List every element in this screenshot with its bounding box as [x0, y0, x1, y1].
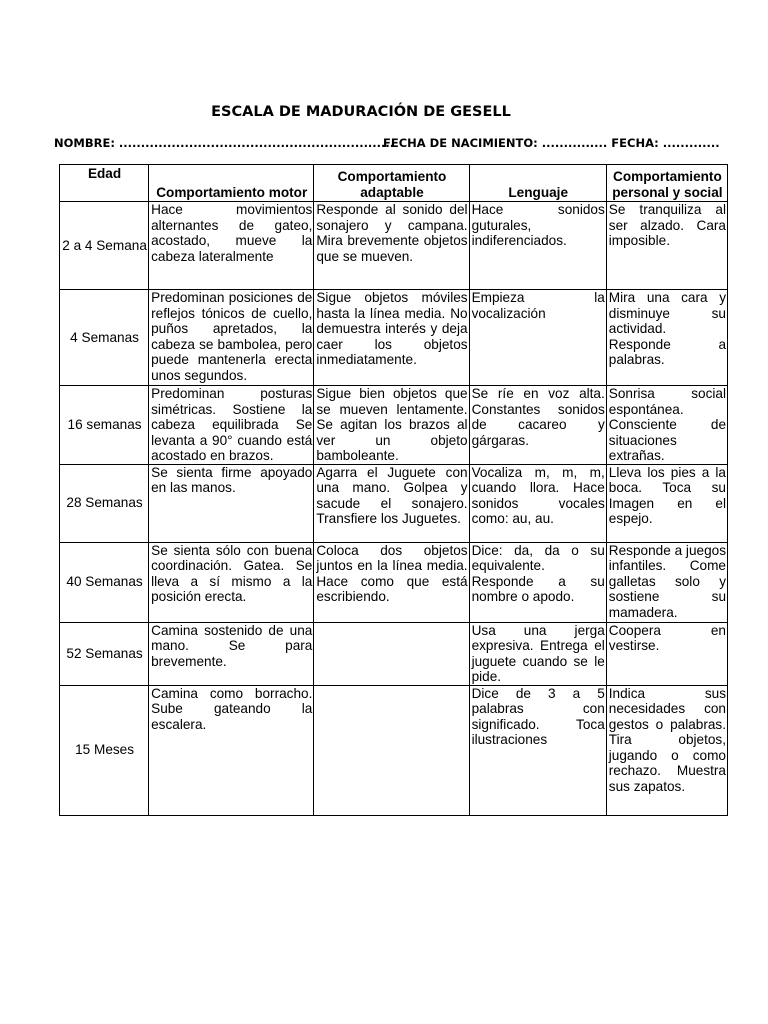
- table-row: [60, 542, 728, 622]
- nombre-field: NOMBRE: ...............................................................: [54, 136, 395, 150]
- patient-info-line: [54, 136, 744, 150]
- table-row: [60, 290, 728, 386]
- cell-personal: Responde a juegos infantiles. Come galletas solo y sostiene su mamadera.: [606, 542, 727, 622]
- table-row: [60, 464, 728, 542]
- cell-motor: Camina sostenido de una mano. Se para brevemente.: [149, 622, 314, 685]
- cell-lenguaje: Vocaliza m, m, m, cuando llora. Hace sonidos vocales como: au, au.: [469, 464, 606, 542]
- cell-personal: Sonrisa social espontánea. Consciente de situaciones extrañas.: [606, 386, 727, 465]
- cell-adaptable: [314, 622, 469, 685]
- cell-personal: Mira una cara y disminuye su actividad. Responde a palabras.: [606, 290, 727, 386]
- cell-edad: 40 Semanas: [60, 542, 149, 622]
- cell-personal: Lleva los pies a la boca. Toca su Imagen en el espejo.: [606, 464, 727, 542]
- cell-motor: Camina como borracho. Sube gateando la escalera.: [149, 685, 314, 815]
- cell-edad: 28 Semanas: [60, 464, 149, 542]
- table-header-row: [60, 165, 728, 202]
- cell-lenguaje: Se ríe en voz alta. Constantes sonidos de cacareo y gárgaras.: [469, 386, 606, 465]
- table-row: [60, 622, 728, 685]
- cell-lenguaje: Usa una jerga expresiva. Entrega el juguete cuando se le pide.: [469, 622, 606, 685]
- cell-adaptable: Coloca dos objetos juntos en la línea media. Hace como que está escribiendo.: [314, 542, 469, 622]
- cell-adaptable: Agarra el Juguete con una mano. Golpea y sacude el sonajero. Transfiere los Juguetes.: [314, 464, 469, 542]
- cell-lenguaje: Dice de 3 a 5 palabras con significado. Toca ilustraciones: [469, 685, 606, 815]
- gesell-scale-table: [59, 164, 728, 816]
- cell-adaptable: [314, 685, 469, 815]
- cell-lenguaje: Dice: da, da o su equivalente. Responde a su nombre o apodo.: [469, 542, 606, 622]
- header-personal: Comportamiento personal y social: [606, 165, 727, 202]
- cell-personal: Indica sus necesidades con gestos o palabras. Tira objetos, jugando o como rechazo. Muestra sus zapatos.: [606, 685, 727, 815]
- cell-motor: Se sienta sólo con buena coordinación. Gatea. Se lleva a sí mismo a la posición erecta.: [149, 542, 314, 622]
- fecha-field: FECHA DE NACIMIENTO: ............... FECHA: .............: [383, 136, 720, 150]
- table-row: [60, 685, 728, 815]
- cell-adaptable: Sigue objetos móviles hasta la línea media. No demuestra interés y deja caer los objetos inmediatamente.: [314, 290, 469, 386]
- cell-edad: 15 Meses: [60, 685, 149, 815]
- cell-edad: 16 semanas: [60, 386, 149, 465]
- cell-lenguaje: Empieza la vocalización: [469, 290, 606, 386]
- cell-edad: 4 Semanas: [60, 290, 149, 386]
- cell-motor: Predominan posturas simétricas. Sostiene la cabeza equilibrada Se levanta a 90° cuando está acostado en brazos.: [149, 386, 314, 465]
- table-row: [60, 202, 728, 290]
- cell-personal: Se tranquiliza al ser alzado. Cara imposible.: [606, 202, 727, 290]
- header-edad: Edad: [60, 165, 149, 202]
- cell-adaptable: Sigue bien objetos que se mueven lentamente. Se agitan los brazos al ver un objeto bamboleante.: [314, 386, 469, 465]
- cell-motor: Predominan posiciones de reflejos tónicos de cuello, puños apretados, la cabeza se bambolea, pero puede mantenerla erecta unos segundos.: [149, 290, 314, 386]
- cell-lenguaje: Hace sonidos guturales, indiferenciados.: [469, 202, 606, 290]
- cell-motor: Hace movimientos alternantes de gateo, acostado, mueve la cabeza lateralmente: [149, 202, 314, 290]
- header-motor: Comportamiento motor: [149, 165, 314, 202]
- cell-personal: Coopera en vestirse.: [606, 622, 727, 685]
- cell-adaptable: Responde al sonido del sonajero y campana. Mira brevemente objetos que se mueven.: [314, 202, 469, 290]
- header-adaptable: Comportamiento adaptable: [314, 165, 469, 202]
- cell-edad: 52 Semanas: [60, 622, 149, 685]
- cell-motor: Se sienta firme apoyado en las manos.: [149, 464, 314, 542]
- document-title: ESCALA DE MADURACIÓN DE GESELL: [211, 104, 511, 120]
- table-row: [60, 386, 728, 465]
- cell-edad: 2 a 4 Semana: [60, 202, 149, 290]
- header-lenguaje: Lenguaje: [469, 165, 606, 202]
